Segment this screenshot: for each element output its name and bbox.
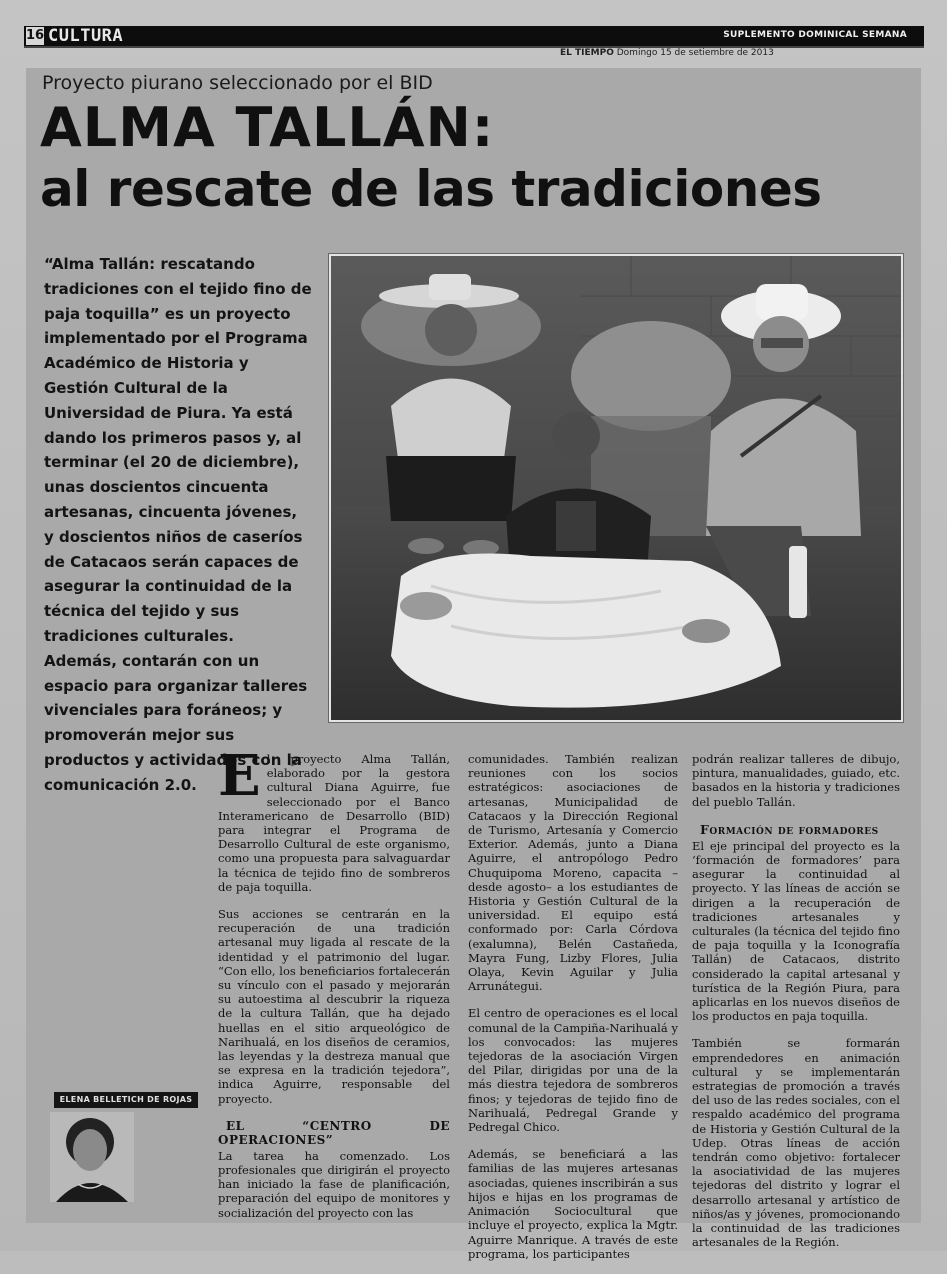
- section-title: CULTURA: [48, 26, 124, 46]
- paragraph: comunidades. También realizan reuniones con los socios estratégicos: asociaciones de artesanas, Municipalidad de Catacaos y la Dirección Regional de Turismo, Artesanía y Comercio Exterior. Además, junto a Diana Aguirre, el antropólogo Pedro Chuquipoma Moreno, capacita –desde agosto– a los estudiantes de Historia y Gestión Cultural de la universidad. El equipo está conformado por: Carla Córdova (exalumna), Belén Castañeda, Mayra Fung, Lizby Flores, Julia Olaya, Kevin Aguilar y Julia Arrunátegui.: [468, 752, 678, 994]
- section-subtitle: Formación de formadores: [700, 821, 879, 837]
- paragraph: El eje principal del proyecto es la ‘formación de formadores’ para asegurar la continuidad al proyecto. Y las líneas de acción se dirigen a la recuperación de tradiciones artesanales y culturales (la técnica del tejido fino de paja toquilla y la Iconografía Tallán) de Catacaos, distrito considerado la capital artesanal y turística de la Región Piura, para aplicarlas en los nuevos diseños de los productos en paja toquilla.: [692, 838, 900, 1024]
- article-kicker: Proyecto piurano seleccionado por el BID: [42, 72, 433, 94]
- paragraph: También se formarán emprendedores en animación cultural y se implementarán estrategias de promoción a través del uso de las redes sociales, con el respaldo académico del programa de Historia y Gestión Cultural de la Udep. Otras líneas de acción tendrán como objetivo: fortalecer la asociatividad de las mujeres tejedoras del distrito y lograr el desarrollo artesanal y artístico de niños/as y jóvenes, promocionando la continuidad de las tradiciones artesanales de la Región.: [692, 1036, 900, 1250]
- paragraph: podrán realizar talleres de dibujo, pintura, manualidades, guiado, etc. basados en la historia y tradiciones del pueblo Tallán.: [692, 752, 900, 809]
- paragraph-text: l proyecto Alma Tallán, elaborado por la gestora cultural Diana Aguirre, fue seleccionado por el Banco Interamericano de Desarrollo (BID) para integrar el Programa de Desarrollo Cultural de este organismo, como una propuesta para salvaguardar la técnica de tejido fino de sombreros de paja toquilla.: [218, 752, 450, 894]
- publication-date: Domingo 15 de setiembre de 2013: [616, 48, 774, 58]
- page-number: 16: [26, 28, 45, 43]
- paragraph: La tarea ha comenzado. Los profesionales que dirigirán el proyecto han iniciado la fase de planificación, preparación del equipo de monitores y socialización del proyecto con las: [218, 1148, 450, 1220]
- paragraph: Sus acciones se centrarán en la recuperación de una tradición artesanal muy ligada al rescate de la identidad y el patrimonio del lugar. “Con ello, los beneficiarios fortalecerán su vínculo con el pasado y mejorarán su autoestima al descubrir la riqueza de la cultura Tallán, que ha dejado huellas en el sitio arqueológico de Narihualá, en los diseños de ceramios, las leyendas y la destreza manual que se expresa en la tradición tejedora”, indica Aguirre, responsable del proyecto.: [218, 907, 450, 1106]
- article-column-2: [468, 752, 678, 1274]
- paragraph: El centro de operaciones es el local comunal de la Campiña-Narihualá y los convocados: las mujeres tejedoras de la asociación Virgen del Pilar, dirigidas por una de la más diestra tejedora de sombreros finos; y tejedoras de tejido fino de Narihualá, Pedregal Grande y Pedregal Chico.: [468, 1006, 678, 1135]
- weavers-photo-illustration: [331, 256, 901, 720]
- author-byline: ELENA BELLETICH DE ROJAS: [54, 1092, 198, 1108]
- article-headline: ALMA TALLÁN:: [40, 96, 495, 159]
- author-photo: [50, 1112, 134, 1202]
- article-lead: “Alma Tallán: rescatando tradiciones con el tejido fino de paja toquilla” es un proyecto implementado por el Programa Académico de Historia y Gestión Cultural de la Universidad de Piura. Ya está dando los primeros pasos y, al terminar (el 20 de diciembre), unas doscientos cincuenta artesanas, cincuenta jóvenes, y doscientos niños de caseríos de Catacaos serán capaces de asegurar la continuidad de la técnica del tejido y sus tradiciones culturales. Además, contarán con un espacio para organizar talleres vivenciales para foráneos; y promoverán mejor sus productos y actividades con la comunicación 2.0.: [44, 255, 312, 794]
- paragraph: Además, se beneficiará a las familias de las mujeres artesanas asociadas, quienes inscribirán a sus hijos e hijas en los programas de Animación Sociocultural que incluye el proyecto, explica la Mgtr. Aguirre Manrique. A través de este programa, los participantes: [468, 1147, 678, 1261]
- article-column-1: [218, 743, 450, 1233]
- dateline: [560, 48, 774, 58]
- article-photo: [329, 254, 903, 722]
- newspaper-name: EL TIEMPO: [560, 48, 614, 58]
- paragraph: [218, 743, 450, 894]
- drop-cap: E: [218, 743, 261, 809]
- section-subtitle: EL “CENTRO DE OPERACIONES”: [218, 1118, 450, 1147]
- supplement-name: SUPLEMENTO DOMINICAL SEMANA: [723, 30, 907, 40]
- article-subheadline: al rescate de las tradiciones: [40, 160, 822, 218]
- author-portrait: [50, 1112, 134, 1202]
- article-column-3: [692, 752, 900, 1263]
